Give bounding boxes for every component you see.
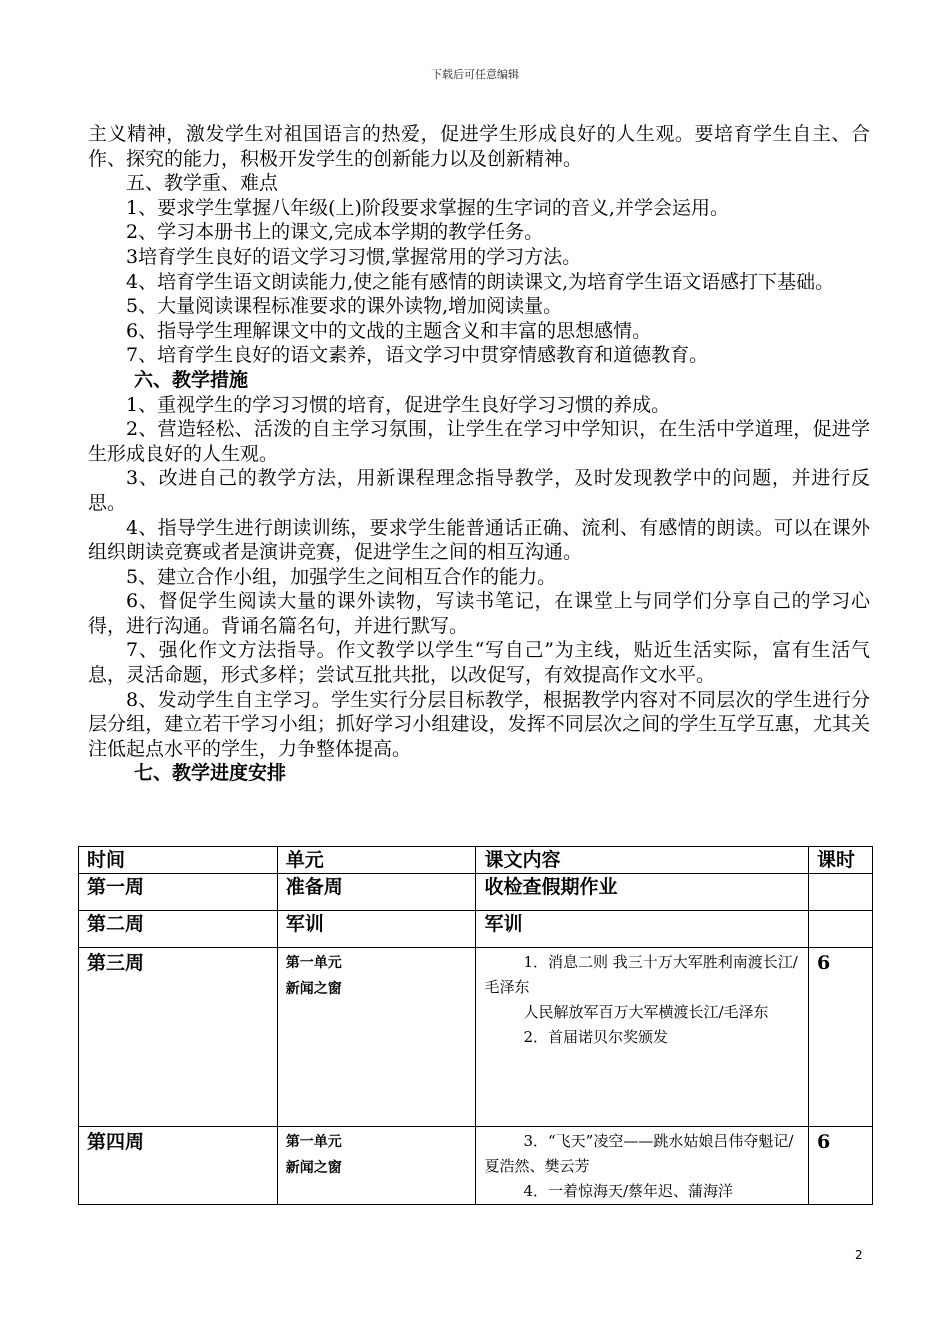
lesson-line: 3．“飞天”凌空——跳水姑娘吕伟夺魁记/夏浩然、樊云芳	[484, 1132, 794, 1175]
week-cell: 第四周	[79, 1127, 278, 1205]
table-row	[79, 911, 873, 948]
hours-cell: 6	[809, 948, 873, 1127]
paragraph: 6、督促学生阅读大量的课外读物，写读书笔记，在课堂上与同学们分享自己的学习心得，进行沟通。背诵名篇名句，并进行默写。	[88, 590, 870, 637]
paragraph: 6、指导学生理解课文中的文战的主题含义和丰富的思想感情。	[126, 319, 652, 342]
page-header: 下载后可任意编辑	[431, 68, 519, 81]
section-heading-6: 六、教学措施	[134, 368, 249, 391]
content-cell: 收检查假期作业	[476, 874, 809, 911]
page-number: 2	[855, 1248, 863, 1262]
table-row	[79, 1127, 873, 1205]
paragraph: 4、指导学生进行朗读训练，要求学生能普通话正确、流利、有感情的朗读。可以在课外组织朗读竞赛或者是演讲竞赛，促进学生之间的相互沟通。	[88, 516, 870, 564]
lesson-line: 4．一着惊海天/蔡年迟、蒲海洋	[523, 1182, 734, 1200]
paragraph: 2、学习本册书上的课文,完成本学期的教学任务。	[126, 221, 544, 244]
hours-cell	[809, 911, 873, 948]
unit-label: 第一单元	[285, 1134, 342, 1150]
week-cell: 第一周	[79, 874, 278, 911]
hours-cell: 6	[809, 1127, 873, 1205]
table-row	[79, 874, 873, 911]
paragraph: 1、重视学生的学习习惯的培育，促进学生良好学习习惯的养成。	[126, 393, 671, 416]
paragraph: 1、要求学生掌握八年级(上)阶段要求掌握的生字词的音义,并学会运用。	[126, 196, 729, 219]
unit-subtitle: 新闻之窗	[285, 1160, 342, 1176]
unit-subtitle: 新闻之窗	[285, 981, 342, 997]
unit-cell: 准备周	[277, 874, 476, 911]
paragraph: 5、大量阅读课程标准要求的课外读物,增加阅读量。	[126, 295, 563, 318]
week-cell: 第三周	[79, 948, 278, 1127]
paragraph: 4、培育学生语文朗读能力,使之能有感情的朗读课文,为培育学生语文语感打下基础。	[126, 270, 835, 293]
paragraph: 7、强化作文方法指导。作文教学以学生“写自己”为主线，贴近生活实际，富有生活气息，灵活命题，形式多样；尝试互批共批，以改促写，有效提高作文水平。	[88, 639, 870, 687]
paragraph: 2、营造轻松、活泼的自主学习氛围，让学生在学习中学知识，在生活中学道理，促进学生形成良好的人生观。	[88, 418, 870, 465]
lesson-line: 2．首届诺贝尔奖颁发	[523, 1028, 668, 1046]
table-row	[79, 948, 873, 1127]
lesson-line: 1．消息二则 我三十万大军胜利南渡长江/毛泽东	[484, 953, 798, 996]
section-heading-5: 五、教学重、难点	[126, 172, 279, 195]
header-hours: 课时	[809, 847, 873, 874]
schedule-table	[78, 846, 873, 1205]
document-body	[88, 122, 870, 786]
unit-label: 第一单元	[285, 955, 342, 971]
content-cell	[476, 948, 809, 1127]
paragraph: 7、培育学生良好的语文素养，语文学习中贯穿情感教育和道德教育。	[126, 344, 709, 367]
unit-cell: 军训	[277, 911, 476, 948]
paragraph: 5、建立合作小组，加强学生之间相互合作的能力。	[126, 565, 557, 588]
table-header-row	[79, 847, 873, 874]
lesson-line: 人民解放军百万大军横渡长江/毛泽东	[523, 1003, 769, 1021]
hours-cell	[809, 874, 873, 911]
paragraph: 3、改进自己的教学方法，用新课程理念指导教学，及时发现教学中的问题，并进行反思。	[88, 467, 870, 514]
week-cell: 第二周	[79, 911, 278, 948]
paragraph: 3培育学生良好的语文学习习惯,掌握常用的学习方法。	[126, 245, 582, 268]
section-heading-7: 七、教学进度安排	[134, 762, 287, 785]
content-cell	[476, 1127, 809, 1205]
header-time: 时间	[79, 847, 278, 874]
paragraph: 主义精神，激发学生对祖国语言的热爱，促进学生形成良好的人生观。要培育学生自主、合作、探究的能力，积极开发学生的创新能力以及创新精神。	[88, 123, 870, 170]
unit-cell	[277, 1127, 476, 1205]
paragraph: 8、发动学生自主学习。学生实行分层目标教学，根据教学内容对不同层次的学生进行分层分组，建立若干学习小组；抓好学习小组建设，发挥不同层次之间的学生互学互惠，尤其关注低起点水平的学生，力争整体提高。	[88, 688, 870, 760]
unit-cell	[277, 948, 476, 1127]
header-unit: 单元	[277, 847, 476, 874]
content-cell: 军训	[476, 911, 809, 948]
header-content: 课文内容	[476, 847, 809, 874]
